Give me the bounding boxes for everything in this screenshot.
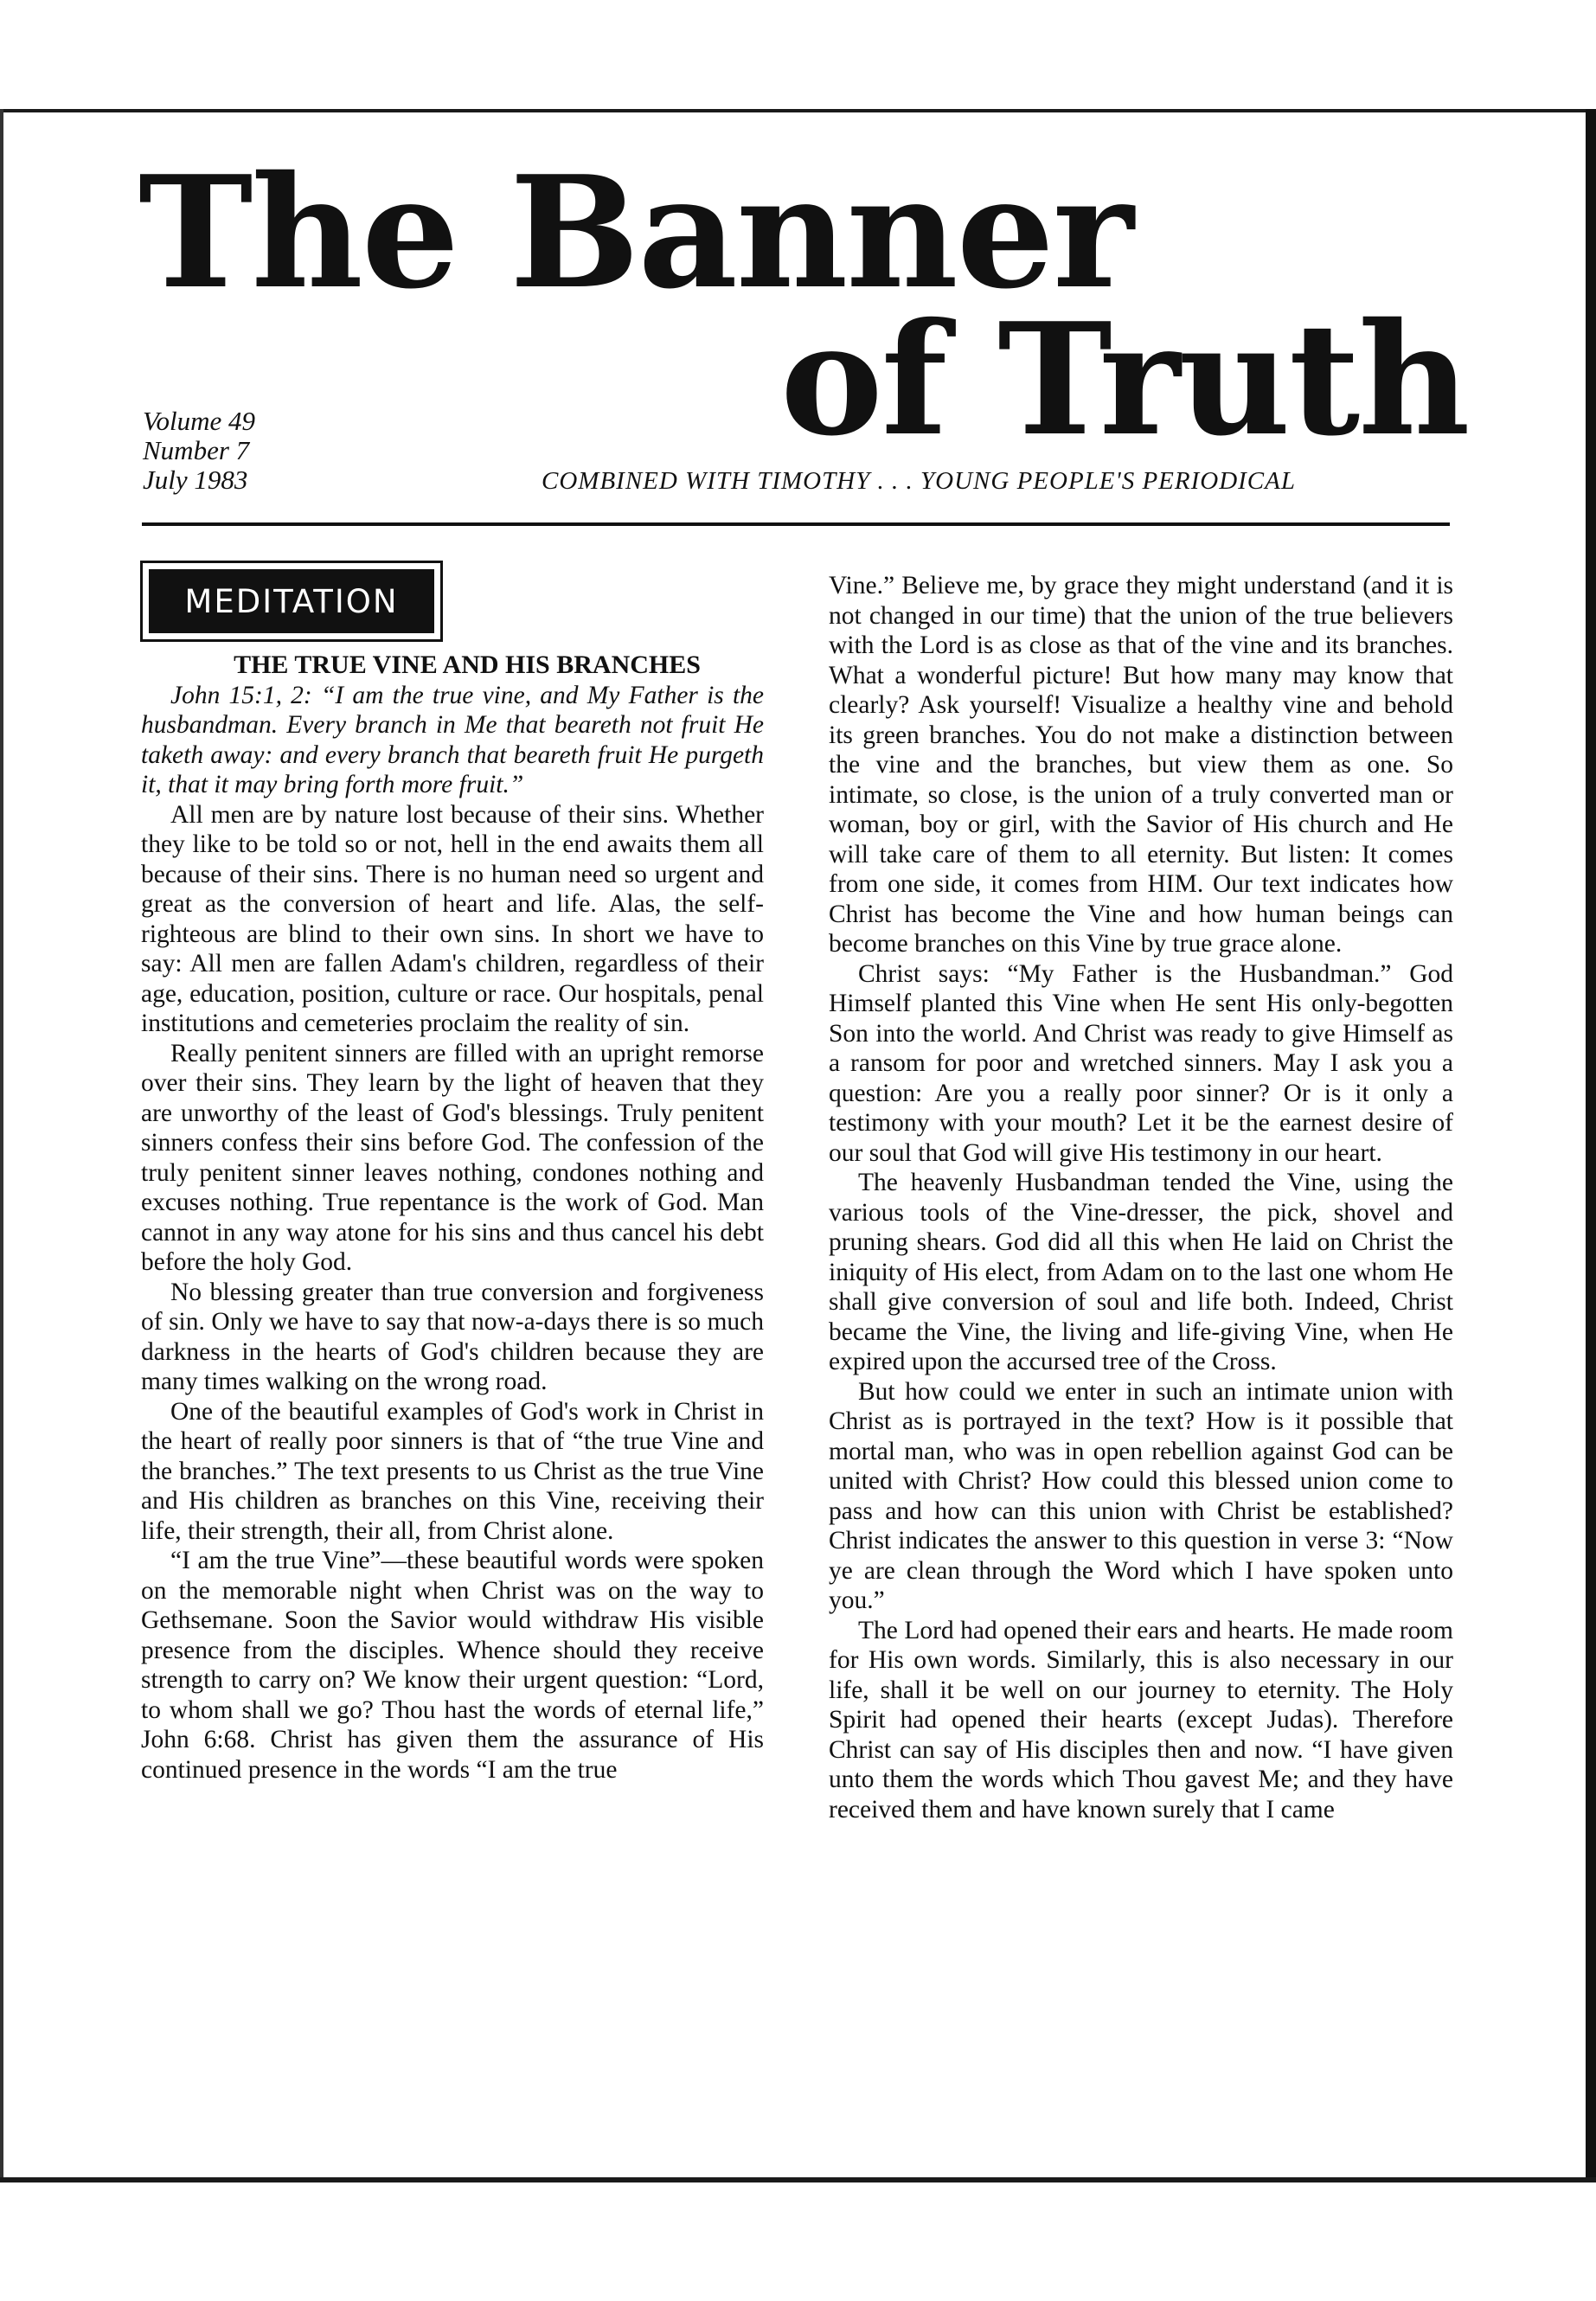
issue-info — [143, 407, 255, 495]
number-label: Number 7 — [143, 435, 250, 465]
scan-edge-right — [1586, 109, 1596, 2182]
paragraph-continuation: Vine.” Believe me, by grace they might understand (and it is not changed in our time) that the union of the true believers with the Lord is as close as that of the vine and its branches. What a wonderful picture! But how many may know that clearly? Ask yourself! Visualize a healthy vine and behold its green branches. You do not make a distinction between the vine and the branches, but view them as one. So intimate, so close, is the union of a truly converted man or woman, boy or girl, with the Savior of His church and He will take care of them to all eternity. But listen: It comes from one side, it comes from HIM. Our text indicates how Christ has become the Vine and how human beings can become branches on this Vine by true grace alone. — [829, 572, 1453, 958]
date-label: July 1983 — [143, 465, 248, 495]
article-verse: John 15:1, 2: “I am the true vine, and My Father is the husbandman. Every branch in Me that beareth not fruit He taketh away: and every branch that beareth fruit He purgeth it, that it may bring forth more fruit.” — [141, 681, 764, 798]
paragraph: All men are by nature lost because of their sins. Whether they like to be told so or not, hell in the end awaits them all because of their sins. There is no human need so urgent and great as the conversion of heart and life. Alas, the self-righteous are blind to their own sins. In short we have to say: All men are fallen Adam's children, regardless of their age, education, position, culture or race. Our hospitals, penal institutions and cemeteries proclaim the reality of sin. — [141, 800, 764, 1037]
paragraph: The heavenly Husbandman tended the Vine, using the various tools of the Vine-dresser, the pick, shovel and pruning shears. God did all this when He laid on Christ the iniquity of His elect, from Adam on to the last one whom He shall give conversion of soul and life both. Indeed, Christ became the Vine, the living and life-giving Vine, when He expired upon the accursed tree of the Cross. — [829, 1169, 1453, 1375]
paragraph: “I am the true Vine”—these beautiful words were spoken on the memorable night when Christ was on the way to Gethsemane. Soon the Savior would withdraw His visible presence from the disciples. Whence should they receive strength to carry on? We know their urgent question: “Lord, to whom shall we go? Thou hast the words of eternal life,” John 6:68. Christ has given them the assurance of His continued presence in the words “I am the true — [141, 1547, 764, 1784]
paragraph: One of the beautiful examples of God's work in Christ in the heart of really poor sinners is that of “the true Vine and the branches.” The text presents to us Christ as the true Vine and His children as branches on this Vine, receiving their life, their strength, their all, from Christ alone. — [141, 1397, 764, 1545]
paragraph: The Lord had opened their ears and hearts. He made room for His own words. Similarly, this is also necessary in our life, shall it be well on our journey to eternity. The Holy Spirit had opened their hearts (except Judas). Therefore Christ can say of His disciples then and now. “I have given unto them the words which Thou gavest Me; and they have received them and have known surely that I came — [829, 1616, 1453, 1823]
paragraph: But how could we enter in such an intimate union with Christ as is portrayed in the text? How is it possible that mortal man, who was in open rebellion against God can be united with Christ? How could this blessed union come to pass and how can this union with Christ be established? Christ indicates the answer to this question in verse 3: “Now ye are clean through the Word which I have spoken unto you.” — [829, 1377, 1453, 1614]
paragraph: Really penitent sinners are filled with an upright remorse over their sins. They learn by the light of heaven that they are unworthy of the least of God's blessings. Truly penitent sinners confess their sins before God. The confession of the truly penitent sinner leaves nothing, condones nothing and excuses nothing. True repentance is the work of God. Man cannot in any way atone for his sins and thus cancel his debt before the holy God. — [141, 1039, 764, 1276]
masthead-rule — [142, 522, 1450, 526]
paragraph: No blessing greater than true conversion and forgiveness of sin. Only we have to say that now-a-days there is so much darkness in the hearts of God's children because they are many times walking on the wrong road. — [141, 1278, 764, 1395]
volume-label: Volume 49 — [143, 406, 256, 436]
paragraph: Christ says: “My Father is the Husbandman.” God Himself planted this Vine when He sent His only-begotten Son into the world. And Christ was ready to give Himself as a ransom for poor and wretched sinners. May I ask you a question: Are you a really poor sinner? Or is it only a testimony with your mouth? Let it be the earnest desire of our soul that God will give His testimony in our heart. — [829, 959, 1453, 1167]
masthead-title-line2: of Truth — [780, 289, 1469, 470]
masthead-title-line1: The Banner — [138, 142, 1132, 323]
article-title: THE TRUE VINE AND HIS BRANCHES — [234, 651, 701, 679]
scan-edge-left — [0, 109, 3, 2182]
scan-edge-bottom — [0, 2177, 1596, 2182]
section-badge: MEDITATION — [149, 569, 434, 633]
masthead-subtitle: COMBINED WITH TIMOTHY . . . YOUNG PEOPLE'S PERIODICAL — [542, 467, 1296, 495]
article-left-column — [141, 651, 764, 1785]
article-right-column — [829, 571, 1453, 1824]
scan-edge-top — [0, 109, 1596, 112]
